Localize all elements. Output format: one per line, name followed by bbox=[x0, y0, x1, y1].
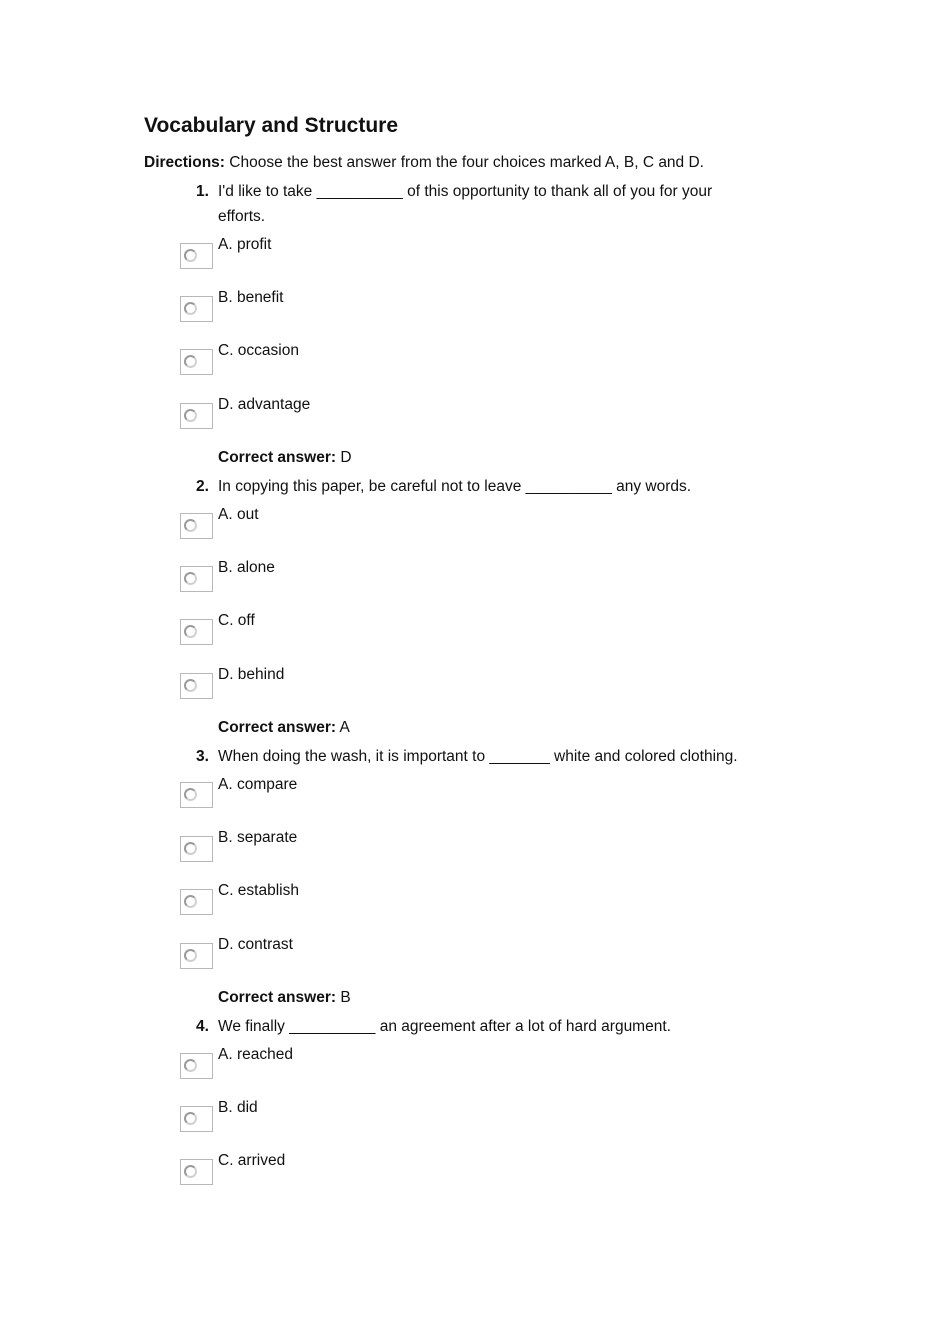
option-d-radio[interactable] bbox=[180, 403, 213, 429]
correct-answer-value: D bbox=[340, 449, 352, 466]
option-c-label: C. off bbox=[218, 612, 255, 629]
radio-button-icon bbox=[184, 949, 197, 962]
option-c-radio[interactable] bbox=[180, 889, 213, 915]
option-b-label: B. separate bbox=[218, 829, 298, 846]
option-d-radio[interactable] bbox=[180, 673, 213, 699]
correct-answer bbox=[218, 988, 351, 1008]
option-a-radio[interactable] bbox=[180, 1053, 213, 1079]
correct-answer-label: Correct answer: bbox=[218, 449, 337, 466]
option-d-label: D. behind bbox=[218, 666, 285, 683]
option-a-label: A. compare bbox=[218, 776, 298, 793]
correct-answer-value: B bbox=[340, 989, 351, 1006]
radio-button-icon bbox=[184, 1059, 197, 1072]
question-number: 3. bbox=[196, 748, 209, 765]
radio-button-icon bbox=[184, 409, 197, 422]
option-c-label: C. occasion bbox=[218, 342, 299, 359]
option-a-radio[interactable] bbox=[180, 782, 213, 808]
option-b-label: B. did bbox=[218, 1099, 258, 1116]
option-a-radio[interactable] bbox=[180, 513, 213, 539]
correct-answer-label: Correct answer: bbox=[218, 989, 337, 1006]
radio-button-icon bbox=[184, 1112, 197, 1125]
directions-label: Directions: bbox=[144, 154, 225, 171]
radio-button-icon bbox=[184, 249, 197, 262]
radio-button-icon bbox=[184, 842, 197, 855]
correct-answer-value: A bbox=[339, 719, 350, 736]
correct-answer-label: Correct answer: bbox=[218, 719, 337, 736]
option-b-radio[interactable] bbox=[180, 836, 213, 862]
question-text: When doing the wash, it is important to _______ white and colored clothing. bbox=[218, 748, 738, 765]
directions-text: Choose the best answer from the four choices marked A, B, C and D. bbox=[229, 154, 704, 171]
option-c-label: C. arrived bbox=[218, 1152, 286, 1169]
option-a-label: A. profit bbox=[218, 236, 272, 253]
option-b-radio[interactable] bbox=[180, 296, 213, 322]
radio-button-icon bbox=[184, 895, 197, 908]
question-text: We finally __________ an agreement after a lot of hard argument. bbox=[218, 1018, 671, 1035]
option-a-radio[interactable] bbox=[180, 243, 213, 269]
option-b-radio[interactable] bbox=[180, 1106, 213, 1132]
correct-answer bbox=[218, 718, 350, 738]
option-d-label: D. advantage bbox=[218, 396, 311, 413]
option-a-label: A. out bbox=[218, 506, 259, 523]
question-number: 2. bbox=[196, 478, 209, 495]
correct-answer bbox=[218, 448, 352, 468]
option-c-radio[interactable] bbox=[180, 1159, 213, 1185]
radio-button-icon bbox=[184, 355, 197, 368]
option-c-radio[interactable] bbox=[180, 619, 213, 645]
page-title: Vocabulary and Structure bbox=[144, 114, 399, 137]
question-number: 4. bbox=[196, 1018, 209, 1035]
option-b-label: B. alone bbox=[218, 559, 275, 576]
radio-button-icon bbox=[184, 519, 197, 532]
question-text: I'd like to take __________ of this opportunity to thank all of you for your efforts. bbox=[218, 183, 713, 225]
option-c-label: C. establish bbox=[218, 882, 299, 899]
radio-button-icon bbox=[184, 1165, 197, 1178]
option-d-radio[interactable] bbox=[180, 943, 213, 969]
radio-button-icon bbox=[184, 788, 197, 801]
option-a-label: A. reached bbox=[218, 1046, 293, 1063]
directions bbox=[144, 153, 704, 173]
option-c-radio[interactable] bbox=[180, 349, 213, 375]
option-b-radio[interactable] bbox=[180, 566, 213, 592]
question-number: 1. bbox=[196, 183, 209, 200]
radio-button-icon bbox=[184, 679, 197, 692]
option-b-label: B. benefit bbox=[218, 289, 284, 306]
option-d-label: D. contrast bbox=[218, 936, 293, 953]
question-text: In copying this paper, be careful not to leave __________ any words. bbox=[218, 478, 692, 495]
radio-button-icon bbox=[184, 302, 197, 315]
radio-button-icon bbox=[184, 625, 197, 638]
radio-button-icon bbox=[184, 572, 197, 585]
